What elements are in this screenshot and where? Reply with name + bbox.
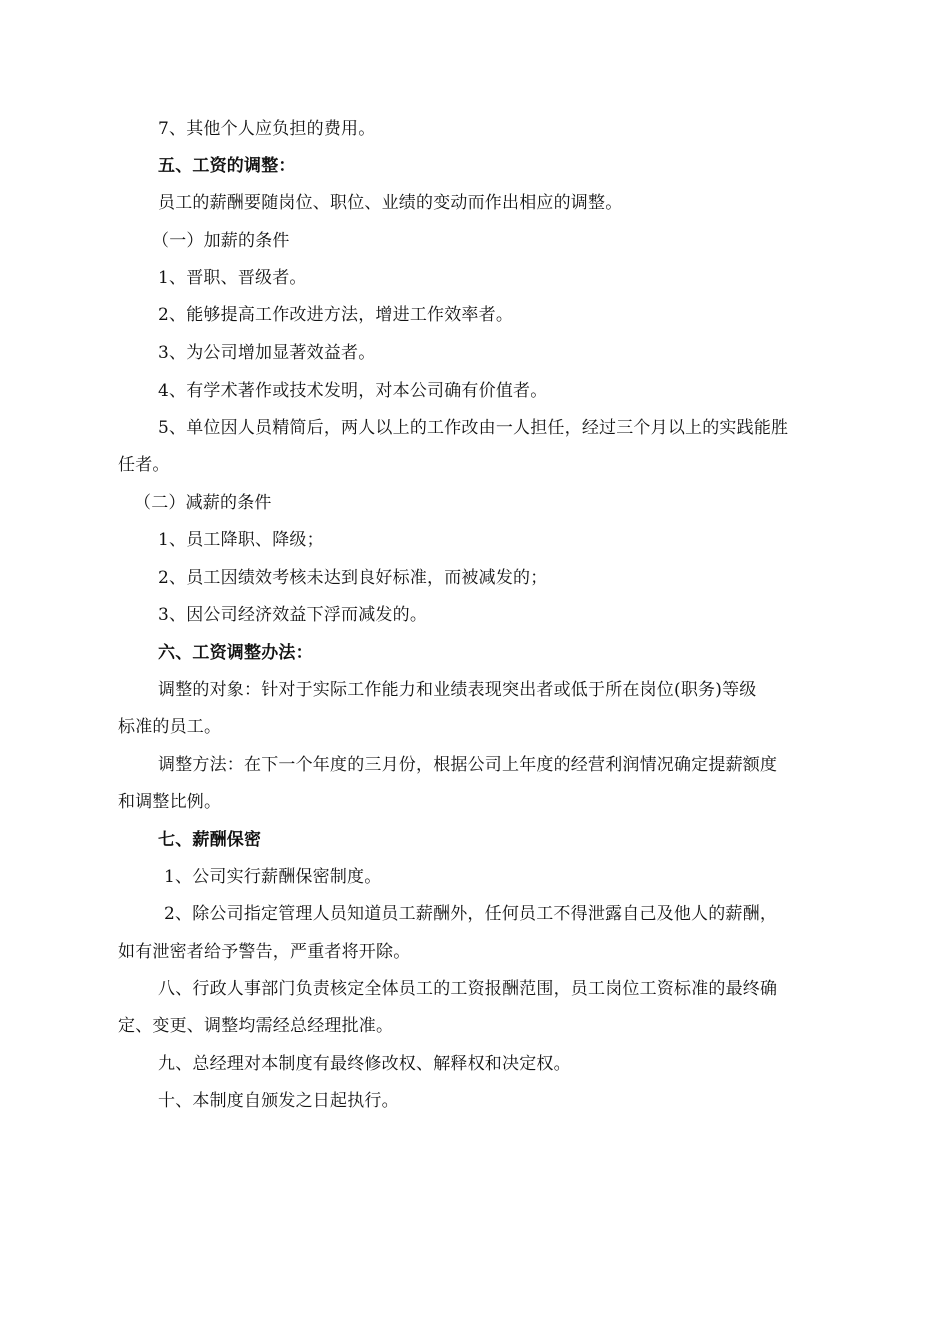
section-heading-5: 五、工资的调整： [158,156,296,176]
list-item: 3、为公司增加显著效益者。 [158,343,376,363]
list-item: 1、公司实行薪酬保密制度。 [164,867,382,887]
paragraph-continuation: 定、变更、调整均需经总经理批准。 [118,1016,394,1036]
section-heading-7: 七、薪酬保密 [158,830,262,850]
list-item: 3、因公司经济效益下浮而减发的。 [158,605,428,625]
list-item: 2、员工因绩效考核未达到良好标准，而被减发的； [158,568,548,588]
paragraph: 调整方法：在下一个年度的三月份，根据公司上年度的经营利润情况确定提薪额度 [158,755,778,775]
list-item: 2、除公司指定管理人员知道员工薪酬外，任何员工不得泄露自己及他人的薪酬， [164,904,778,924]
list-item: 2、能够提高工作改进方法，增进工作效率者。 [158,305,514,325]
list-item-continuation: 如有泄密者给予警告，严重者将开除。 [118,942,411,962]
paragraph-continuation: 和调整比例。 [118,792,222,812]
paragraph: 员工的薪酬要随岗位、职位、业绩的变动而作出相应的调整。 [158,193,623,213]
list-item: 1、晋职、晋级者。 [158,268,307,288]
list-item: 4、有学术著作或技术发明，对本公司确有价值者。 [158,381,548,401]
list-item-7: 7、其他个人应负担的费用。 [158,119,376,139]
list-item: 1、员工降职、降级； [158,530,324,550]
paragraph-continuation: 标准的员工。 [118,717,222,737]
list-item: 5、单位因人员精简后，两人以上的工作改由一人担任，经过三个月以上的实践能胜 [158,418,789,438]
paragraph-8: 八、行政人事部门负责核定全体员工的工资报酬范围，员工岗位工资标准的最终确 [158,979,778,999]
paragraph: 调整的对象：针对于实际工作能力和业绩表现突出者或低于所在岗位(职务)等级 [158,680,757,700]
section-heading-6: 六、工资调整办法： [158,643,313,663]
list-item-continuation: 任者。 [118,455,170,475]
paragraph-9: 九、总经理对本制度有最终修改权、解释权和决定权。 [158,1054,571,1074]
subheading-raise-conditions: （一）加薪的条件 [152,231,290,251]
subheading-reduction-conditions: （二）减薪的条件 [134,493,272,513]
paragraph-10: 十、本制度自颁发之日起执行。 [158,1091,399,1111]
